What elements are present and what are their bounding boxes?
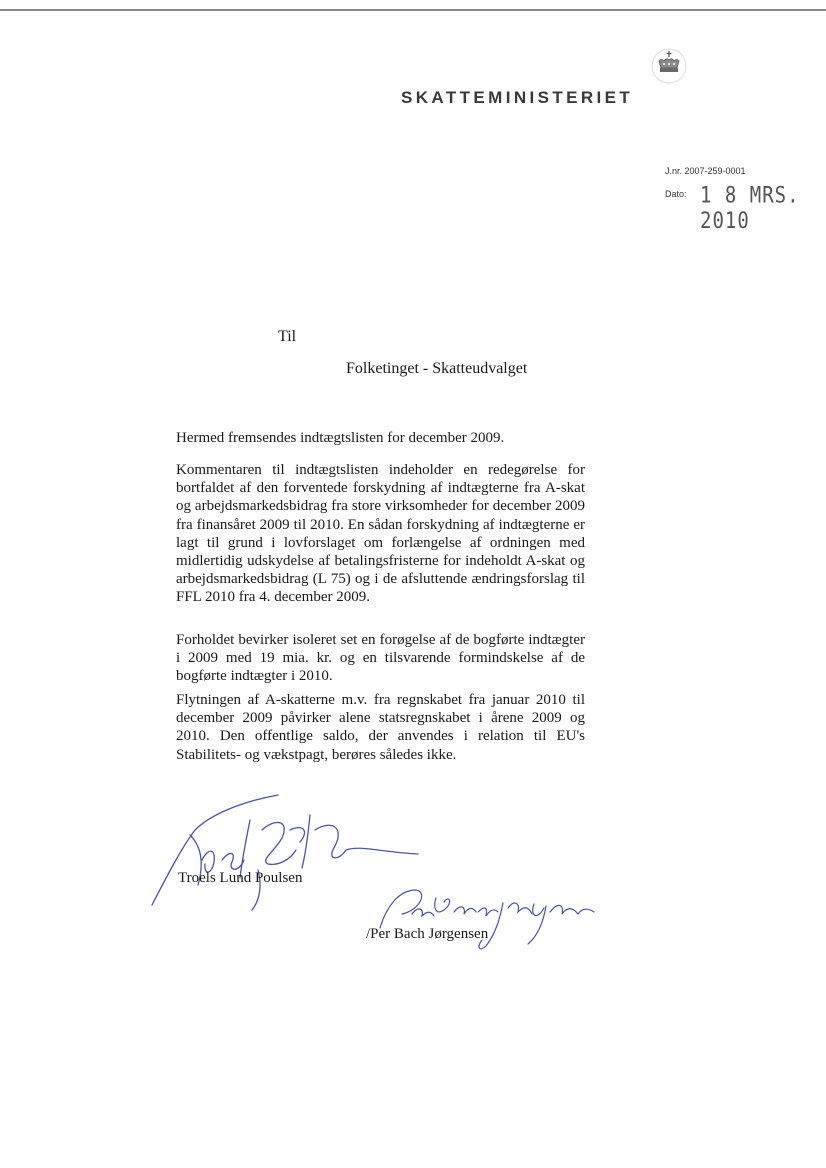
to-label: Til [278,328,297,345]
body-paragraph-2: Forholdet bevirker isoleret set en forøgelse af de bogførte indtægter i 2009 med 19 mia. kr. og en tilsvarende formindskelse af de bogførte indtægter i 2010. [176,632,585,685]
body-paragraph-1: Kommentaren til indtægtslisten indeholder en redegørelse for bortfaldet af den forventede forskydning af indtægterne fra A-skat og arbejdsmarkedsbidrag fra store virksomheder for december 2009 fra finansåret 2009 til 2010. En sådan forskydning af indtægterne er lagt til grund i lovforslaget om forlængelse af ordningen med midlertidig udskydelse af betalingsfristerne for indeholdt A-skat og arbejdsmarkedsbidrag (L 75) og i de afsluttende ændringsforslag til FFL 2010 fra 4. december 2009. [176,462,585,606]
ministry-name: SKATTEMINISTERIET [401,88,634,107]
date-label: Dato: [665,189,687,199]
signer-1-name: Troels Lund Poulsen [178,870,303,886]
body-paragraph-3: Flytningen af A-skatterne m.v. fra regnskabet fra januar 2010 til december 2009 påvirker alene statsregnskabet i årene 2009 og 2010. Den offentlige saldo, der anvendes i relation til EU's Stabilitets- og vækstpagt, berøres således ikke. [176,692,585,763]
signature-per-bach-jorgensen [368,878,598,963]
top-border-line [0,9,826,11]
royal-crown-icon [647,46,691,84]
signer-2-name: /Per Bach Jørgensen [366,926,489,942]
intro-paragraph: Hermed fremsendes indtægtslisten for december 2009. [176,430,505,446]
journal-number: J.nr. 2007-259-0001 [665,166,746,176]
date-stamp: 1 8 MRS. 2010 [700,183,800,234]
recipient: Folketinget - Skatteudvalget [346,360,528,377]
